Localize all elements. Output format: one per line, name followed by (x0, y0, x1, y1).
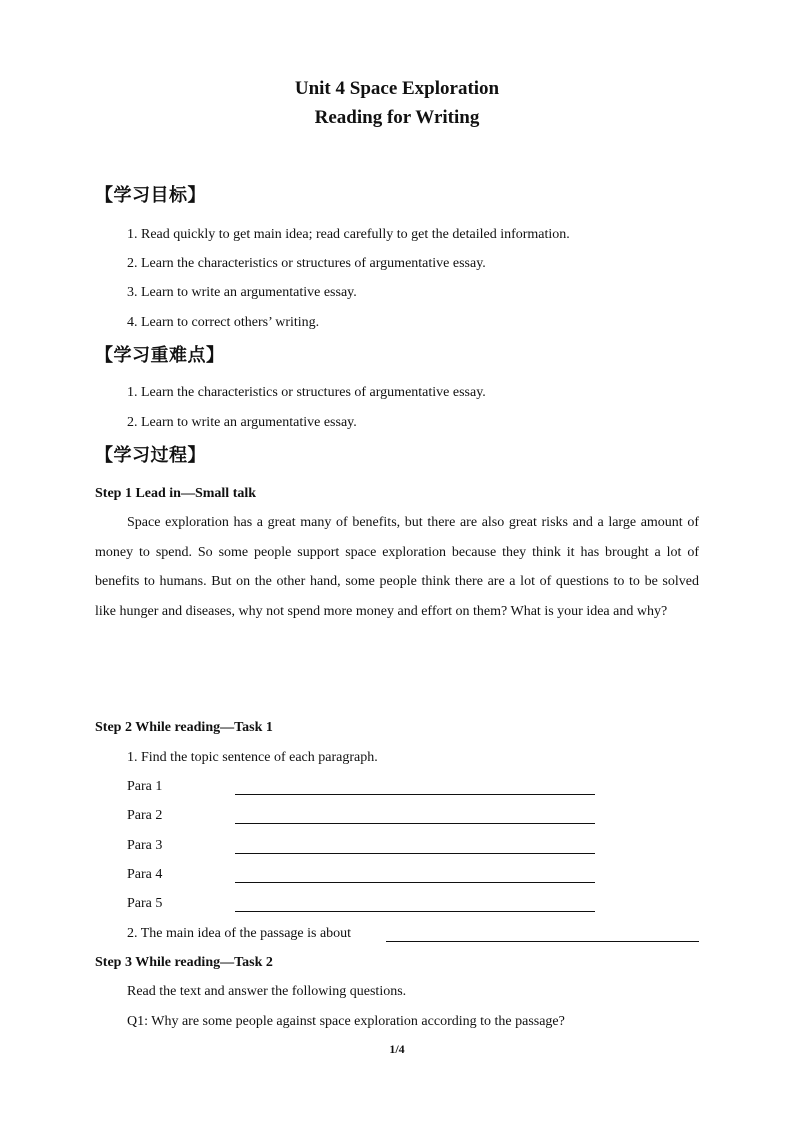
section-heading-process: 【学习过程】 (95, 445, 206, 466)
answer-blank[interactable] (235, 853, 595, 854)
step1-paragraph: Space exploration has a great many of benefits, but there are also great risks and a large amount of money to spend. So some people support space exploration because they think it has brought a lot of benefits to humans. But on the other hand, some people think there are a lot of questions to to be solved like hunger and diseases, why not spend more money and effort on them? What is your idea and why? (95, 515, 699, 619)
document-subtitle: Reading for Writing (314, 107, 480, 128)
objective-item: 2. Learn the characteristics or structures of argumentative essay. (127, 256, 486, 271)
objective-item: 4. Learn to correct others’ writing. (127, 315, 320, 330)
step2-question-2: 2. The main idea of the passage is about (127, 926, 352, 941)
answer-blank[interactable] (235, 882, 595, 883)
step3-heading: Step 3 While reading—Task 2 (95, 955, 273, 970)
section-heading-key-points: 【学习重难点】 (95, 345, 225, 366)
main-idea-blank[interactable] (386, 941, 699, 942)
key-point-item: 2. Learn to write an argumentative essay. (127, 415, 357, 430)
section-heading-objectives: 【学习目标】 (95, 185, 206, 206)
key-point-item: 1. Learn the characteristics or structures of argumentative essay. (127, 385, 486, 400)
para-label: Para 5 (127, 896, 163, 911)
step1-heading: Step 1 Lead in—Small talk (95, 486, 257, 501)
objective-item: 3. Learn to write an argumentative essay. (127, 285, 357, 300)
step2-heading: Step 2 While reading—Task 1 (95, 720, 273, 735)
step3-question-1: Q1: Why are some people against space exploration according to the passage? (127, 1014, 565, 1029)
para-label: Para 2 (127, 808, 163, 823)
page-number: 1/4 (389, 1042, 405, 1056)
step3-instruction: Read the text and answer the following questions. (127, 984, 407, 999)
answer-blank[interactable] (235, 794, 595, 795)
objective-item: 1. Read quickly to get main idea; read carefully to get the detailed information. (127, 227, 570, 242)
step2-question-1: 1. Find the topic sentence of each paragraph. (127, 750, 378, 765)
document-title: Unit 4 Space Exploration (294, 78, 500, 99)
para-label: Para 4 (127, 867, 163, 882)
para-label: Para 1 (127, 779, 163, 794)
para-label: Para 3 (127, 838, 163, 853)
answer-blank[interactable] (235, 911, 595, 912)
answer-blank[interactable] (235, 823, 595, 824)
